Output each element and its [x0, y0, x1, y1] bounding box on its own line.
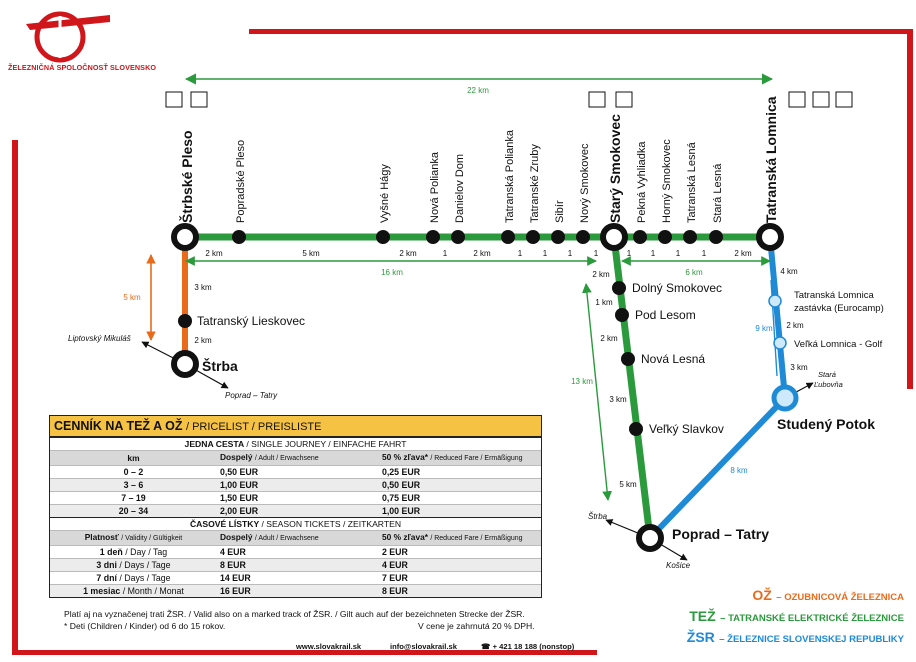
col-header: Platnosť / Validity / Gültigkeit [50, 531, 217, 546]
service-icons [166, 92, 852, 107]
station-dot [576, 230, 590, 244]
station-dot [709, 230, 723, 244]
cableway-icon [191, 92, 207, 107]
distance-arrow-13km [586, 284, 608, 500]
direction-label: Poprad – Tatry [225, 391, 278, 400]
segment-km: 2 km [399, 249, 417, 258]
phone-icon: ☎ [481, 642, 491, 651]
segment-km: 5 km [302, 249, 320, 258]
hiking-icon [616, 92, 632, 107]
company-name: ŽELEZNIČNÁ SPOLOČNOSŤ SLOVENSKO [8, 63, 157, 72]
station-dot [526, 230, 540, 244]
distance-label-13km: 13 km [571, 377, 593, 386]
direction-label: Košice [666, 561, 691, 570]
segment-km: 1 [626, 249, 632, 258]
note-vat: V cene je zahrnutá 20 % DPH. [418, 621, 535, 631]
station-label: Nová Lesná [641, 352, 706, 366]
station-label: Pekná Vyhliadka [636, 141, 648, 223]
station-dot [774, 387, 796, 409]
company-logo [26, 14, 110, 60]
station-dot [376, 230, 390, 244]
table-row: 0 – 2 0,50 EUR 0,25 EUR [50, 466, 541, 479]
section-season-tickets: ČASOVÉ LÍSTKY / SEASON TICKETS / ZEITKARTEN [50, 518, 541, 531]
note-children: * Deti (Children / Kinder) od 6 do 15 rokov. [64, 621, 226, 631]
col-header: 50 % zľava* / Reduced Fare / Ermäßigung [379, 451, 541, 466]
segment-km: 4 km [780, 267, 798, 276]
station-label-strba: Štrba [202, 358, 238, 374]
station-label: Veľký Slavkov [649, 422, 724, 436]
note-valid: Platí aj na vyznačenej trati ŽSR. / Valid also on a marked track of ŽSR. / Gilt auch auf der bezeichneten Strecke der ŽSR. [64, 609, 525, 619]
station-dot [639, 527, 661, 549]
hiking-icon [166, 92, 182, 107]
price-table-title-main: CENNÍK NA TEŽ A OŽ [54, 419, 183, 433]
segment-km: 1 [517, 249, 523, 258]
segment-km: 1 [650, 249, 656, 258]
price-table-title-sub: / PRICELIST / PREISLISTE [185, 421, 322, 433]
segment-km: 1 [701, 249, 707, 258]
distance-label-16km: 16 km [381, 268, 403, 277]
col-header: 50 % zľava* / Reduced Fare / Ermäßigung [379, 531, 541, 546]
distance-label-5km: 5 km [123, 293, 141, 302]
station-label-poprad-tatry: Poprad – Tatry [672, 526, 769, 542]
legend-zsr: ŽSR – ŽELEZNICE SLOVENSKEJ REPUBLIKY [686, 629, 904, 645]
segment-km: 1 [442, 249, 448, 258]
segment-km: 1 [567, 249, 573, 258]
station-dot [629, 422, 643, 436]
station-dot [769, 295, 781, 307]
station-label: Tatranské Zruby [529, 144, 541, 223]
station-label: Pod Lesom [635, 308, 696, 322]
station-dot [621, 352, 635, 366]
station-label: Tatranský Lieskovec [197, 314, 306, 328]
segment-km: 2 km [600, 334, 618, 343]
station-label: Veľká Lomnica - Golf [794, 339, 883, 350]
footer-website[interactable]: www.slovakrail.sk [296, 642, 362, 651]
col-header: Dospelý / Adult / Erwachsene [217, 451, 379, 466]
station-dot [174, 353, 196, 375]
table-row: 3 – 6 1,00 EUR 0,50 EUR [50, 479, 541, 492]
station-label: Sibír [554, 200, 566, 223]
station-label: Stará Lesná [712, 163, 724, 223]
segment-km: 1 [675, 249, 681, 258]
price-table [49, 415, 542, 598]
station-label: Popradské Pleso [235, 139, 247, 223]
segment-km: 1 [593, 249, 599, 258]
segment-km: 5 km [619, 480, 637, 489]
table-row: 1 deň / Day / Tag 4 EUR 2 EUR [50, 546, 541, 559]
segment-km: 1 [542, 249, 548, 258]
station-dot [178, 314, 192, 328]
station-label-strbske-pleso: Štrbské Pleso [179, 130, 195, 223]
station-dot [683, 230, 697, 244]
direction-label: Stará [818, 370, 836, 379]
table-row: 3 dni / Days / Tage 8 EUR 4 EUR [50, 559, 541, 572]
station-dot [774, 337, 786, 349]
station-dot [174, 226, 196, 248]
distance-label-22km: 22 km [467, 86, 489, 95]
segment-km: 1 km [595, 298, 613, 307]
segment-km: 3 km [790, 363, 808, 372]
station-label: Horný Smokovec [661, 139, 673, 223]
segment-km: 8 km [730, 466, 748, 475]
station-label: Tatranská Lesná [686, 142, 698, 223]
station-label: Tatranská Polianka [504, 130, 516, 223]
section-single-journey: JEDNA CESTA / SINGLE JOURNEY / EINFACHE FAHRT [50, 438, 541, 451]
station-label: Nový Smokovec [579, 143, 591, 223]
station-dot [633, 230, 647, 244]
table-row: 20 – 34 2,00 EUR 1,00 EUR [50, 505, 541, 518]
station-label: Danielov Dom [454, 153, 466, 223]
station-label: Tatranská Lomnica [794, 290, 874, 301]
station-label-studeny-potok: Studený Potok [777, 416, 876, 432]
price-table-title [50, 416, 541, 437]
station-dot [658, 230, 672, 244]
table-row: 7 – 19 1,50 EUR 0,75 EUR [50, 492, 541, 505]
station-label-stary-smokovec: Starý Smokovec [607, 114, 623, 223]
station-label: Dolný Smokovec [632, 281, 723, 295]
col-header: km [50, 451, 217, 466]
station-dot [603, 226, 625, 248]
distance-label-9km: 9 km [755, 324, 773, 333]
direction-label: Liptovský Mikuláš [68, 334, 131, 343]
direction-label: Ľubovňa [814, 380, 843, 389]
segment-km: 2 km [205, 249, 223, 258]
station-dot [426, 230, 440, 244]
segment-km: 2 km [786, 321, 804, 330]
legend-tez: TEŽ – TATRANSKÉ ELEKTRICKÉ ŽELEZNICE [689, 608, 904, 624]
station-dot [759, 226, 781, 248]
legend-oz: OŽ – OZUBNICOVÁ ŽELEZNICA [752, 587, 904, 603]
col-header: Dospelý / Adult / Erwachsene [217, 531, 379, 546]
segment-km: 3 km [609, 395, 627, 404]
direction-label: Štrba [588, 512, 608, 521]
station-label: Nová Polianka [429, 152, 441, 223]
station-dot [612, 281, 626, 295]
station-dot [501, 230, 515, 244]
segment-km: 2 km [734, 249, 752, 258]
segment-km: 2 km [473, 249, 491, 258]
distance-label-6km: 6 km [685, 268, 703, 277]
footer-phone: ☎ + 421 18 188 (nonstop) [481, 642, 575, 651]
table-row: 7 dní / Days / Tage 14 EUR 7 EUR [50, 572, 541, 585]
segment-km: 2 km [194, 336, 212, 345]
station-label-tatranska-lomnica: Tatranská Lomnica [763, 96, 779, 223]
station-label: Vyšné Hágy [379, 164, 391, 223]
station-dot [615, 308, 629, 322]
table-row: 1 mesiac / Month / Monat 16 EUR 8 EUR [50, 585, 541, 598]
station-dot [551, 230, 565, 244]
footer-email[interactable]: info@slovakrail.sk [390, 642, 457, 651]
station-dot [451, 230, 465, 244]
segment-km: 3 km [194, 283, 212, 292]
hiking-icon [836, 92, 852, 107]
cableway-icon [789, 92, 805, 107]
station-label: zastávka (Eurocamp) [794, 303, 884, 314]
station-dot [232, 230, 246, 244]
cableway-icon [813, 92, 829, 107]
segment-km: 2 km [592, 270, 610, 279]
cableway-icon [589, 92, 605, 107]
